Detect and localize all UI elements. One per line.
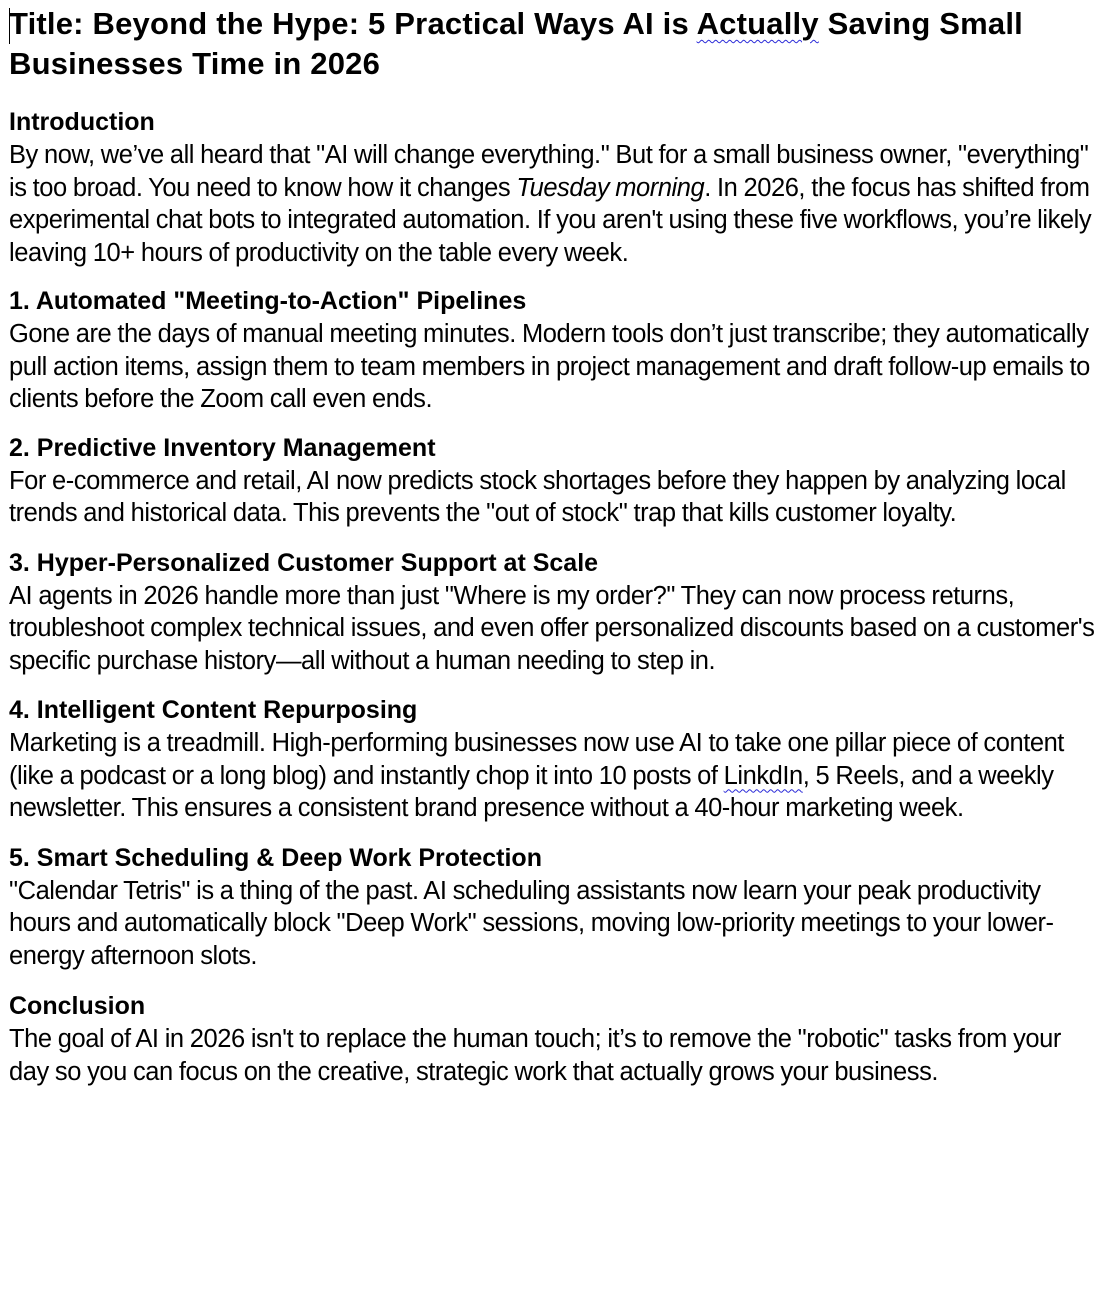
section-body: "Calendar Tetris" is a thing of the past. AI scheduling assistants now learn your peak productivity hours and automatically block "Deep Work" sessions, moving low-priority meetings to your lower-energy afternoon slots.: [9, 876, 1054, 970]
section-3: [9, 547, 1095, 678]
title-misspelled-word[interactable]: Actually: [696, 6, 819, 41]
section-body: For e-commerce and retail, AI now predicts stock shortages before they happen by analyzing local trends and historical data. This prevents the "out of stock" trap that kills customer loyalty.: [9, 466, 1066, 527]
section-body: [9, 139, 1095, 269]
intro-italic-text: Tuesday morning: [516, 173, 705, 202]
document-body[interactable]: [9, 4, 1095, 1088]
title-text-part2: Saving Small Businesses Time in 2026: [9, 6, 1023, 81]
section-heading: 3. Hyper-Personalized Customer Support at Scale: [9, 548, 599, 577]
section-heading: 2. Predictive Inventory Management: [9, 433, 436, 462]
section-1: [9, 285, 1095, 416]
section-conclusion: [9, 990, 1095, 1088]
intro-text-part2: . In 2026, the focus has shifted from experimental chat bots to integrated automation. If you aren't using these five workflows, you’re likely leaving 10+ hours of productivity on the table every week.: [9, 173, 1092, 267]
section-body: The goal of AI in 2026 isn't to replace the human touch; it’s to remove the "robotic" tasks from your day so you can focus on the creative, strategic work that actually grows your business.: [9, 1025, 1061, 1086]
section-body: AI agents in 2026 handle more than just "Where is my order?" They can now process returns, troubleshoot complex technical issues, and even offer personalized discounts based on a customer's specific purchase history—all without a human needing to step in.: [9, 581, 1095, 675]
section-4-text-part1: Marketing is a treadmill. High-performing businesses now use AI to take one pillar piece of content (like a podcast or a long blog) and instantly chop it into 10 posts of: [9, 729, 1064, 790]
section-body: Gone are the days of manual meeting minutes. Modern tools don’t just transcribe; they automatically pull action items, assign them to team members in project management and draft follow-up emails to clients before the Zoom call even ends.: [9, 320, 1090, 413]
section-heading: 4. Intelligent Content Repurposing: [9, 696, 418, 724]
section-heading: Conclusion: [9, 992, 146, 1020]
section-4: [9, 694, 1095, 825]
misspelled-word[interactable]: LinkdIn: [723, 761, 803, 790]
section-body: [9, 727, 1095, 825]
title-text-part1: Title: Beyond the Hype: 5 Practical Ways AI is: [9, 6, 697, 41]
section-4-text-part2: , 5 Reels, and a weekly newsletter. This ensures a consistent brand presence without a 40-hour marketing week.: [9, 761, 1054, 822]
intro-text-part1: By now, we’ve all heard that "AI will change everything." But for a small business owner, "everything" is too broad. You need to know how it changes: [9, 141, 1089, 202]
section-heading: Introduction: [9, 108, 155, 136]
section-heading: 5. Smart Scheduling & Deep Work Protection: [9, 843, 542, 872]
section-5: [9, 842, 1095, 973]
section-2: [9, 432, 1095, 530]
section-introduction: [9, 106, 1095, 269]
document-title: [9, 4, 1095, 84]
section-heading: 1. Automated "Meeting-to-Action" Pipelines: [9, 287, 527, 315]
